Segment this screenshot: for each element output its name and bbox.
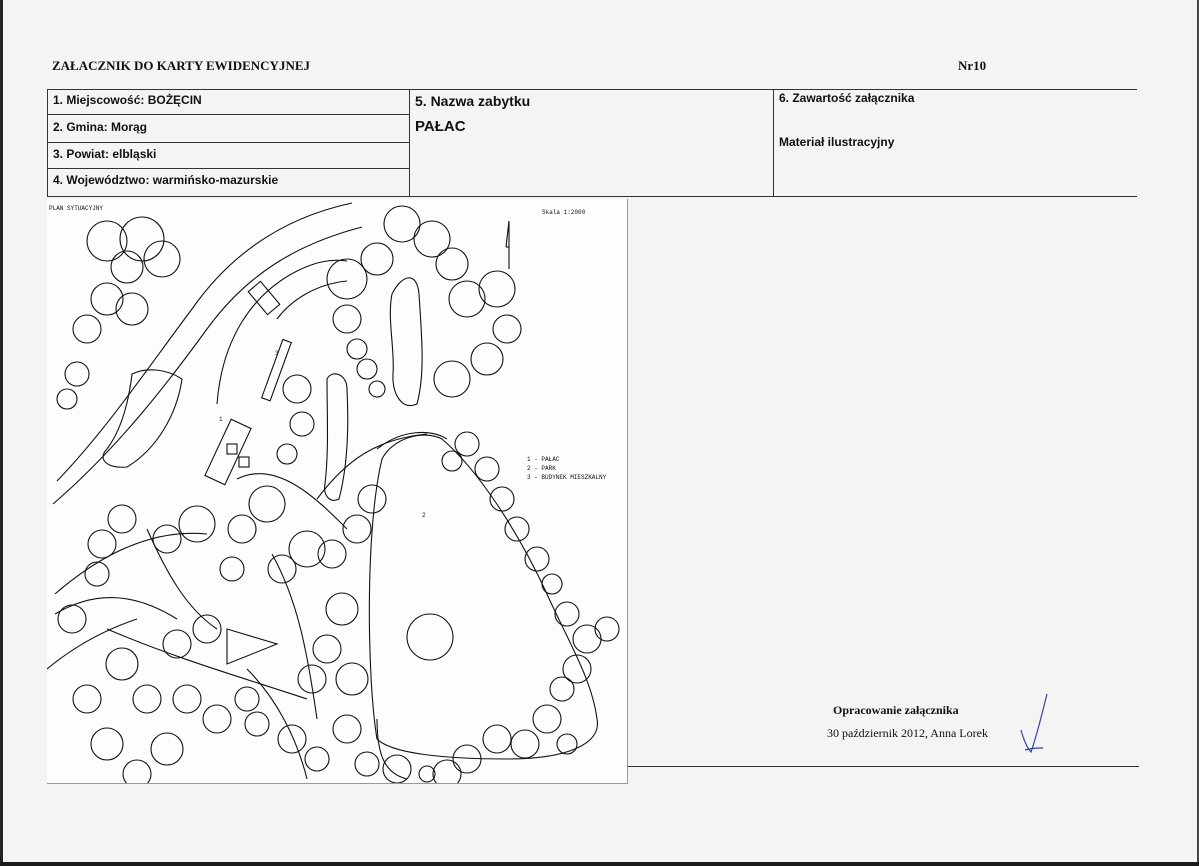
form-rule-row3 [47, 168, 409, 169]
form-rule-col2 [773, 89, 774, 197]
north-arrow-icon [506, 221, 509, 269]
document-title: ZAŁACZNIK DO KARTY EWIDENCYJNEJ [52, 58, 311, 73]
plan-title: PLAN SYTUACYJNY [49, 205, 104, 212]
plan-scale: Skala 1:2000 [542, 209, 586, 216]
form-rule-row1 [47, 114, 409, 115]
legend-item-3: 3 - BUDYNEK MIESZKALNY [527, 474, 607, 481]
form-rule-bottom [47, 196, 1137, 197]
legend-item-2: 2 - PARK [527, 465, 556, 472]
prepared-title: Opracowanie załącznika [833, 703, 959, 717]
plan-trees [57, 206, 619, 783]
field-miejscowosc: 1. Miejscowość: BOŻĘCIN [53, 93, 202, 107]
field-zawartosc-value: Materiał ilustracyjny [779, 135, 895, 149]
field-wojewodztwo: 4. Województwo: warmińsko-mazurskie [53, 173, 279, 187]
field-nazwa-value: PAŁAC [415, 118, 466, 135]
field-gmina: 2. Gmina: Morąg [53, 120, 148, 134]
field-nazwa-label: 5. Nazwa zabytku [415, 93, 531, 109]
plan-label-1: 1 [219, 416, 223, 423]
document-number: Nr10 [958, 58, 987, 73]
field-powiat: 3. Powiat: elbląski [53, 147, 157, 161]
form-rule-left [47, 89, 48, 197]
pond [407, 614, 453, 660]
signature-icon [1015, 690, 1055, 760]
legend-item-1: 1 - PAŁAC [527, 456, 560, 463]
plan-legend [527, 456, 607, 481]
form-rule-row2 [47, 142, 409, 143]
form-rule-col1 [409, 89, 410, 197]
plan-label-3: 3 [275, 350, 279, 357]
prepared-info: 30 październik 2012, Anna Lorek [827, 726, 988, 740]
scan-edge-left [0, 0, 3, 866]
scan-edge-bottom [0, 862, 1199, 866]
form-rule-top [47, 89, 1137, 90]
footer-rule [627, 766, 1139, 767]
site-plan [47, 199, 628, 784]
plan-label-2: 2 [422, 512, 426, 519]
field-zawartosc-label: 6. Zawartość załącznika [779, 91, 915, 105]
